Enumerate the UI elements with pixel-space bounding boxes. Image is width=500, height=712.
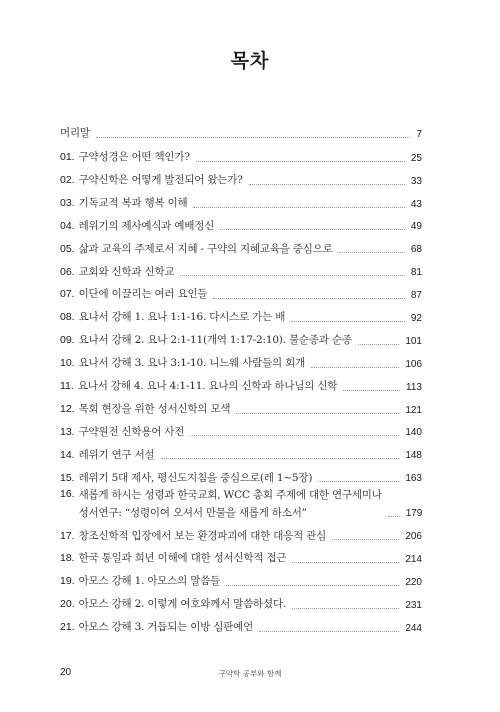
toc-page-number: 206 — [405, 531, 422, 543]
toc-entry-text: 요나서 강해 3. 요나 3:1-10. 니느웨 사람들의 회개 — [78, 357, 306, 370]
toc-entry-number: 16. — [60, 488, 75, 501]
toc-entry-number: 02. — [60, 174, 75, 187]
toc-entry-text: 창조신학적 입장에서 보는 환경파괴에 대한 대응적 관심 — [78, 529, 327, 542]
toc-entry-text: 삶과 교육의 주제로서 지혜 - 구약의 지혜교육을 중심으로 — [78, 242, 333, 255]
toc-entry-number: 18. — [60, 552, 75, 565]
toc-page-number: 231 — [405, 599, 422, 611]
dot-leader — [311, 367, 399, 368]
toc-entry — [60, 142, 422, 165]
toc-entry — [60, 188, 422, 211]
toc-entry — [60, 520, 422, 543]
toc-entry-text: 교회와 신학과 신학교 — [78, 265, 175, 278]
toc-list — [60, 118, 422, 635]
dot-leader — [388, 516, 400, 517]
toc-page-number: 68 — [410, 244, 422, 256]
dot-leader — [196, 161, 405, 162]
toc-entry — [60, 485, 422, 520]
toc-entry — [60, 302, 422, 325]
toc-entry — [60, 439, 422, 462]
toc-page-number: 148 — [405, 450, 422, 462]
toc-page-number: 244 — [405, 622, 422, 634]
toc-entry — [60, 256, 422, 279]
toc-entry-number: 19. — [60, 575, 75, 588]
dot-leader — [220, 229, 405, 230]
dot-leader — [291, 321, 405, 322]
toc-entry-number: 11. — [60, 380, 74, 393]
toc-entry-number: 04. — [60, 219, 75, 232]
toc-entry-number: 15. — [60, 471, 75, 484]
dot-leader — [292, 608, 399, 609]
dot-leader — [358, 344, 400, 345]
toc-entry — [60, 566, 422, 589]
toc-entry-text: 구약성경은 어떤 책인가? — [78, 151, 190, 164]
toc-page-number: 220 — [405, 576, 422, 588]
toc-entry-text: 구약원전 신학용어 사전 — [78, 425, 185, 438]
dot-leader — [292, 562, 399, 563]
toc-page-number: 163 — [405, 473, 422, 485]
footer-running-title: 구약학 공부와 함께 — [218, 669, 282, 678]
toc-page-number: 33 — [410, 175, 422, 187]
toc-page-number: 214 — [405, 554, 422, 566]
toc-entry — [60, 211, 422, 234]
toc-entry — [60, 612, 422, 635]
dot-leader — [190, 435, 399, 436]
dot-leader — [343, 390, 400, 391]
dot-leader — [339, 252, 405, 253]
dot-leader — [213, 298, 405, 299]
dot-leader — [259, 631, 399, 632]
toc-entry-number: 14. — [60, 448, 75, 461]
toc-page-number: 43 — [410, 198, 422, 210]
toc-entry — [60, 279, 422, 302]
toc-entry — [60, 325, 422, 348]
toc-page-number: 49 — [410, 221, 422, 233]
dot-leader — [161, 458, 400, 459]
toc-entry-number: 20. — [60, 598, 75, 611]
toc-entry-number: 12. — [60, 402, 75, 415]
dot-leader — [249, 184, 405, 185]
dot-leader — [318, 481, 399, 482]
dot-leader — [96, 137, 411, 138]
toc-entry-text: 새롭게 하시는 성령과 한국교회, WCC 총회 주제에 대한 연구세미나 — [78, 488, 382, 501]
toc-entry-number: 17. — [60, 529, 75, 542]
dot-leader — [236, 413, 399, 414]
toc-entry-text: 기독교적 복과 행복 이해 — [78, 196, 188, 209]
toc-entries — [60, 142, 422, 635]
toc-page-number: 113 — [406, 381, 422, 393]
toc-entry-text: 아모스 강해 2. 이렇게 여호와께서 말씀하셨다. — [78, 598, 287, 611]
toc-entry-text: 요나서 강해 1. 요나 1:1-16. 다시스로 가는 배 — [78, 311, 286, 324]
page-title: 목차 — [230, 50, 270, 72]
toc-entry — [60, 348, 422, 371]
toc-entry-text: 레위기 연구 서설 — [78, 448, 155, 461]
toc-entry-number: 01. — [60, 151, 75, 164]
toc-entry-text: 이단에 이끌리는 여러 요인들 — [78, 288, 208, 301]
toc-entry-number: 07. — [60, 288, 75, 301]
toc-entry — [60, 417, 422, 440]
toc-entry-number: 03. — [60, 196, 75, 209]
toc-entry — [60, 233, 422, 256]
toc-entry-text-continued: 성서연구: “성령이여 오셔서 만물을 새롭게 하소서” — [78, 506, 307, 519]
toc-page-number: 92 — [410, 313, 422, 325]
toc-page-number: 81 — [410, 267, 422, 279]
toc-entry-text: 요나서 강해 4. 요나 4:1-11. 요나의 신학과 하나님의 신학 — [77, 380, 338, 393]
dot-leader — [193, 207, 404, 208]
toc-entry-text: 머리말 — [60, 127, 90, 140]
toc-page-number: 121 — [405, 404, 422, 416]
dot-leader — [226, 585, 399, 586]
footer-page-number: 20 — [60, 667, 72, 678]
toc-entry-number: 21. — [60, 621, 75, 634]
toc-page-number: 7 — [416, 128, 422, 140]
toc-entry — [60, 462, 422, 485]
toc-entry-text: 요나서 강해 2. 요나 2:1-11(개역 1:17-2:10). 불순종과 순종 — [78, 334, 352, 347]
toc-entry — [60, 543, 422, 566]
toc-entry — [60, 165, 422, 188]
toc-entry-text: 레위기의 제사예식과 예배정신 — [78, 219, 215, 232]
toc-entry-preface — [60, 118, 422, 141]
toc-entry — [60, 371, 422, 394]
toc-entry-number: 09. — [60, 334, 75, 347]
toc-page-number: 179 — [405, 508, 423, 520]
toc-page-number: 140 — [405, 427, 422, 439]
toc-entry — [60, 589, 422, 612]
toc-entry-text: 레위기 5대 제사, 평신도지침을 중심으로(레 1~5장) — [78, 471, 313, 484]
toc-entry-number: 13. — [60, 425, 75, 438]
toc-entry-number: 08. — [60, 311, 75, 324]
toc-entry-text: 구약신학은 어떻게 발전되어 왔는가? — [78, 174, 243, 187]
dot-leader — [332, 539, 399, 540]
toc-entry-text: 한국 통일과 희년 이해에 대한 성서신학적 접근 — [78, 552, 287, 565]
toc-page-number: 106 — [405, 358, 422, 370]
toc-entry-text: 아모스 강해 3. 거듭되는 이방 심판예언 — [78, 621, 254, 634]
dot-leader — [180, 275, 405, 276]
toc-entry-number: 06. — [60, 265, 75, 278]
toc-entry-text: 아모스 강해 1. 아모스의 말씀들 — [78, 575, 221, 588]
toc-page-number: 101 — [405, 335, 422, 347]
toc-page-number: 25 — [410, 152, 422, 164]
toc-page-number: 87 — [410, 290, 422, 302]
toc-entry-number: 05. — [60, 242, 75, 255]
toc-entry-number: 10. — [60, 357, 75, 370]
toc-entry-text: 목회 현장을 위한 성서신학의 모색 — [78, 402, 231, 415]
toc-entry-text-block — [79, 489, 382, 520]
toc-entry — [60, 394, 422, 417]
